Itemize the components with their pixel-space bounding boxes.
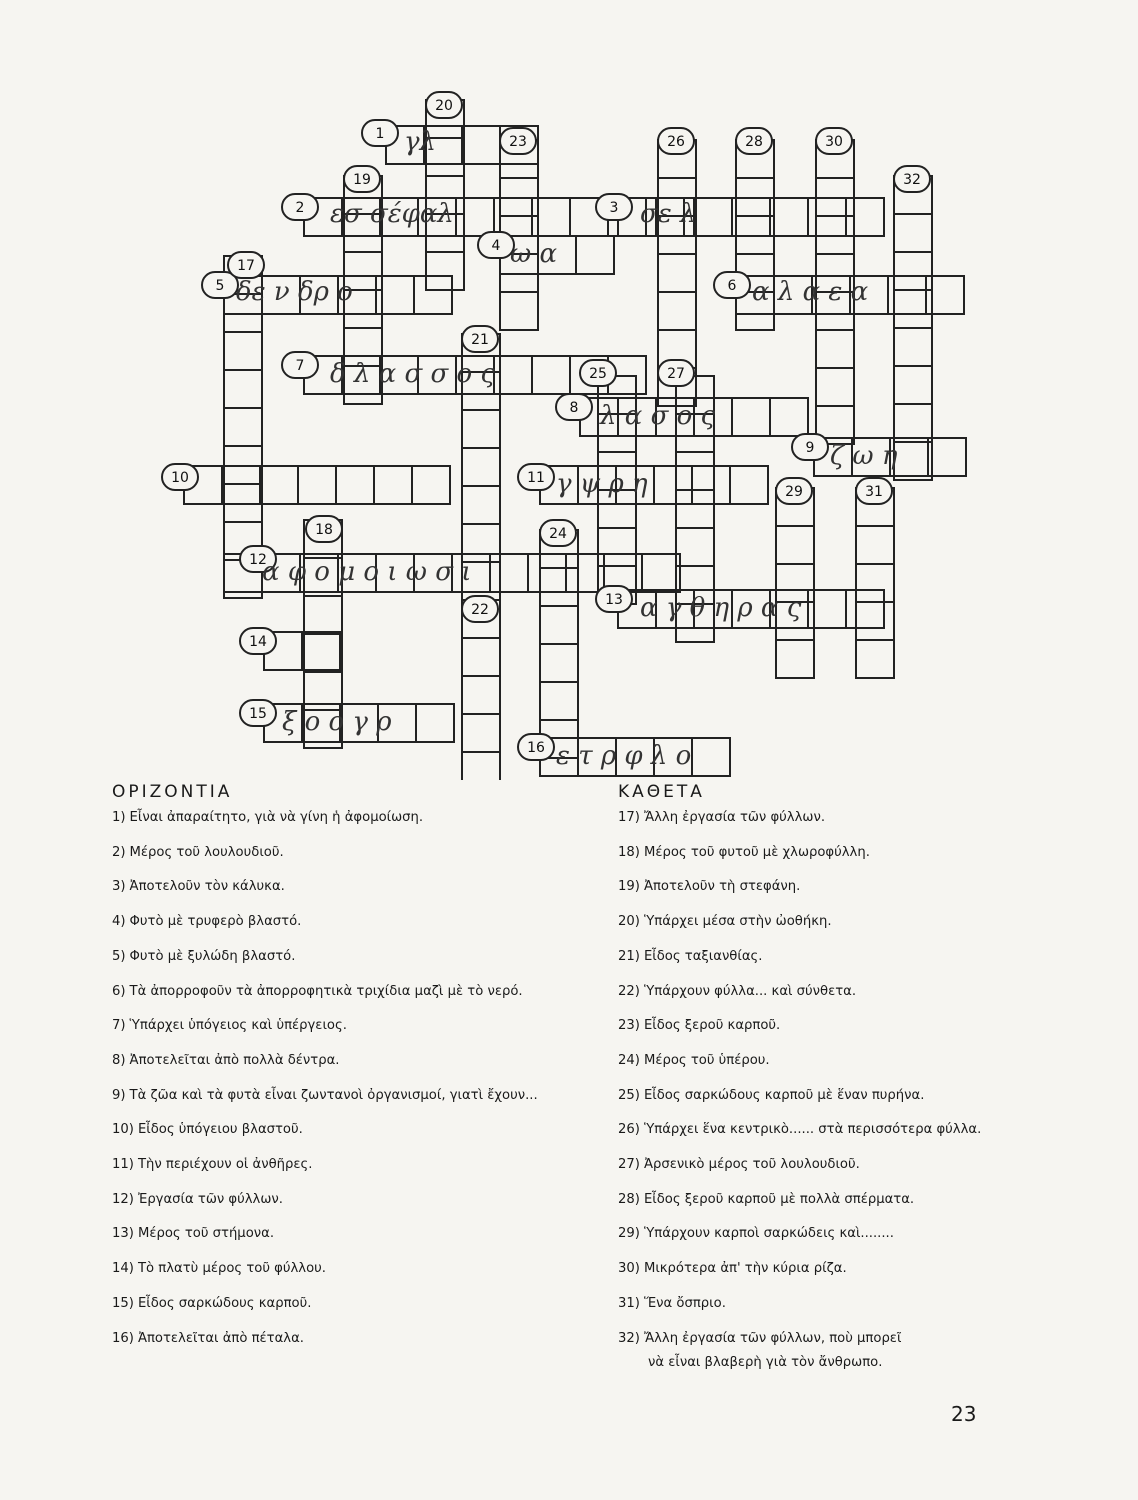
grid-cell — [676, 452, 714, 490]
clue-number: 19) — [618, 879, 640, 895]
handwritten-answer-3: σε λ — [640, 199, 697, 229]
vertical-clue-18 — [618, 845, 870, 860]
handwritten-answer-7: δ λ α σ σ ο ς — [330, 359, 495, 389]
grid-cell — [426, 252, 464, 290]
vertical-clue-23 — [618, 1018, 780, 1033]
grid-cell — [894, 328, 932, 366]
grid-cell — [816, 368, 854, 406]
grid-number-5: 5 — [215, 278, 225, 294]
grid-cell — [416, 704, 454, 742]
horizontal-clue-16 — [112, 1331, 304, 1346]
clue-number: 5) — [112, 948, 126, 964]
grid-number-3: 3 — [609, 200, 619, 216]
grid-cell — [730, 466, 768, 504]
grid-cell — [462, 676, 500, 714]
clue-text: Εἶδος ταξιανθίας. — [643, 948, 763, 964]
grid-number-8: 8 — [569, 400, 579, 416]
grid-cell — [374, 466, 412, 504]
grid-number-25: 25 — [589, 366, 607, 382]
grid-number-15: 15 — [249, 706, 267, 722]
grid-cell — [336, 466, 374, 504]
horizontal-clue-6 — [112, 984, 523, 999]
clue-number: 15) — [112, 1295, 134, 1311]
grid-cell — [776, 640, 814, 678]
grid-cell — [676, 528, 714, 566]
grid-cell — [732, 398, 770, 436]
clue-text: Εἶδος σαρκώδους καρποῦ. — [137, 1295, 312, 1311]
grid-cell — [462, 752, 500, 780]
vertical-clue-24 — [618, 1053, 770, 1068]
horizontal-clue-10 — [112, 1122, 303, 1137]
vertical-clue-27 — [618, 1157, 860, 1172]
clue-text: Μέρος τοῦ στήμονα. — [137, 1226, 275, 1242]
grid-number-19: 19 — [353, 172, 371, 188]
grid-number-2: 2 — [295, 200, 305, 216]
vertical-clue-32-continuation: νὰ εἶναι βλαβερὴ γιὰ τὸν ἄνθρωπο. — [648, 1355, 883, 1370]
grid-cell — [576, 236, 614, 274]
grid-cell — [302, 632, 340, 670]
horizontal-clue-5 — [112, 949, 295, 964]
grid-number-14: 14 — [249, 634, 267, 650]
grid-cell — [532, 356, 570, 394]
grid-number-6: 6 — [727, 278, 737, 294]
clue-number: 24) — [618, 1052, 640, 1068]
handwritten-answer-13: α γ θ η ρ α ς — [640, 593, 802, 623]
vertical-clue-19 — [618, 879, 800, 894]
clue-text: Ἄλλη ἐργασία τῶν φύλλων. — [643, 810, 826, 825]
grid-cell — [462, 676, 500, 714]
horizontal-clue-1 — [112, 810, 423, 825]
grid-cell — [500, 292, 538, 330]
clue-number: 29) — [618, 1226, 640, 1242]
horizontal-clue-13 — [112, 1226, 274, 1241]
handwritten-answer-2: εσ σέφαλ — [330, 199, 454, 229]
grid-cell — [658, 254, 696, 292]
clue-text: Ὑπάρχουν καρποὶ σαρκώδεις καὶ........ — [643, 1226, 894, 1242]
grid-cell — [856, 602, 894, 640]
clue-text: Εἶδος ξεροῦ καρποῦ μὲ πολλὰ σπέρματα. — [643, 1191, 915, 1207]
vertical-clue-17 — [618, 810, 825, 825]
clue-number: 9) — [112, 1087, 126, 1103]
grid-cell — [654, 466, 692, 504]
horizontal-clue-3 — [112, 879, 285, 894]
grid-cell — [224, 332, 262, 370]
clue-text: Ἀποτελοῦν τὸν κάλυκα. — [129, 879, 285, 895]
clue-number: 1) — [112, 810, 126, 825]
clue-text: Εἶναι ἀπαραίτητο, γιὰ νὰ γίνη ἡ ἀφομοίωση. — [129, 810, 424, 825]
grid-number-30: 30 — [825, 134, 843, 150]
clue-text: Ὑπάρχει μέσα στὴν ὠοθήκη. — [643, 914, 832, 930]
clue-text: Ἀρσενικὸ μέρος τοῦ λουλουδιοῦ. — [643, 1157, 860, 1172]
grid-cell — [894, 404, 932, 442]
clue-number: 6) — [112, 983, 126, 999]
clue-text: Εἶδος ὑπόγειου βλαστοῦ. — [137, 1122, 303, 1138]
vertical-clue-32 — [618, 1331, 901, 1346]
clue-number: 8) — [112, 1052, 126, 1068]
clue-text: Ὑπάρχει ὑπόγειος καὶ ὑπέργειος. — [129, 1018, 347, 1034]
grid-cell — [676, 490, 714, 528]
grid-cell — [540, 568, 578, 606]
handwritten-answer-5: δε ν δρ ο — [236, 277, 353, 307]
clue-text: Φυτὸ μὲ τρυφερὸ βλαστό. — [129, 914, 302, 930]
grid-cell — [692, 738, 730, 776]
grid-number-16: 16 — [527, 740, 545, 756]
grid-cell — [462, 410, 500, 448]
clue-number: 22) — [618, 983, 640, 999]
handwritten-answer-9: ζ ω η — [830, 441, 898, 471]
grid-cell — [462, 714, 500, 752]
vertical-clue-30 — [618, 1261, 847, 1276]
clue-text: Μέρος τοῦ λουλουδιοῦ. — [129, 844, 284, 860]
grid-cell — [304, 634, 342, 672]
grid-number-4: 4 — [491, 238, 501, 254]
grid-cell — [462, 448, 500, 486]
clue-number: 17) — [618, 810, 640, 825]
horizontal-clue-9 — [112, 1088, 538, 1103]
grid-cell — [224, 408, 262, 446]
vertical-clue-26 — [618, 1122, 981, 1137]
grid-cell — [894, 366, 932, 404]
grid-cell — [642, 554, 680, 592]
grid-number-27: 27 — [667, 366, 685, 382]
handwritten-answer-8: λ α σ ο ς — [600, 401, 716, 431]
vertical-clue-22 — [618, 984, 856, 999]
grid-cell — [894, 214, 932, 252]
clue-number: 20) — [618, 914, 640, 930]
clue-number: 2) — [112, 844, 126, 860]
grid-cell — [776, 526, 814, 564]
grid-cell — [894, 442, 932, 480]
clue-number: 32) — [618, 1330, 640, 1346]
grid-cell — [462, 638, 500, 676]
grid-cell — [462, 486, 500, 524]
clue-number: 21) — [618, 948, 640, 964]
clue-number: 12) — [112, 1191, 134, 1207]
clue-text: Τὰ ἀπορροφοῦν τὰ ἀπορροφητικὰ τριχίδια μαζὶ μὲ τὸ νερό. — [129, 983, 523, 999]
grid-cell — [694, 198, 732, 236]
handwritten-answer-1: γλ — [404, 127, 437, 157]
clue-text: Ἀποτελεῖται ἀπὸ πέταλα. — [137, 1330, 304, 1346]
grid-cell — [856, 526, 894, 564]
clue-text: Ἀποτελοῦν τὴ στεφάνη. — [643, 879, 801, 895]
grid-cell — [928, 438, 966, 476]
clue-number: 23) — [618, 1018, 640, 1034]
grid-number-32: 32 — [903, 172, 921, 188]
handwritten-answer-16: ε τ ρ φ λ ο — [556, 741, 692, 771]
clue-text: Ὑπάρχουν φύλλα... καὶ σύνθετα. — [643, 983, 857, 999]
clue-text: Τὰ ζῶα καὶ τὰ φυτὰ εἶναι ζωντανοὶ ὀργανισμοί, γιατὶ ἔχουν... — [129, 1087, 538, 1103]
clue-text: Ἀποτελεῖται ἀπὸ πολλὰ δέντρα. — [129, 1052, 340, 1068]
clue-text: Ἄλλη ἐργασία τῶν φύλλων, ποὺ μπορεῖ — [643, 1330, 902, 1346]
grid-cell — [412, 466, 450, 504]
page-number: 23 — [951, 1402, 977, 1426]
grid-cell — [298, 466, 336, 504]
grid-number-23: 23 — [509, 134, 527, 150]
grid-cell — [540, 682, 578, 720]
vertical-heading: ΚΑΘΕΤΑ — [618, 782, 705, 802]
clue-number: 18) — [618, 844, 640, 860]
clue-text: Μέρος τοῦ ὑπέρου. — [643, 1052, 770, 1068]
grid-cell — [856, 640, 894, 678]
horizontal-clue-12 — [112, 1192, 283, 1207]
clue-number: 27) — [618, 1157, 640, 1172]
grid-cell — [456, 198, 494, 236]
horizontal-clue-14 — [112, 1261, 326, 1276]
handwritten-answer-15: ξ ο ο γ ρ — [282, 707, 392, 737]
grid-number-31: 31 — [865, 484, 883, 500]
clue-number: 26) — [618, 1122, 640, 1138]
grid-number-26: 26 — [667, 134, 685, 150]
grid-number-22: 22 — [471, 602, 489, 618]
horizontal-clue-15 — [112, 1296, 311, 1311]
grid-cell — [658, 292, 696, 330]
grid-number-9: 9 — [805, 440, 815, 456]
grid-cell — [856, 564, 894, 602]
clue-text: Μικρότερα ἀπ' τὴν κύρια ρίζα. — [643, 1261, 847, 1277]
grid-cell — [816, 330, 854, 368]
grid-cell — [462, 638, 500, 676]
clue-number: 14) — [112, 1261, 134, 1277]
grid-number-7: 7 — [295, 358, 305, 374]
clue-text: Ὑπάρχει ἕνα κεντρικὸ...... στὰ περισσότερα φύλλα. — [643, 1122, 982, 1138]
grid-number-17: 17 — [237, 258, 255, 274]
horizontal-clue-2 — [112, 845, 284, 860]
grid-number-1: 1 — [375, 126, 385, 142]
grid-number-12: 12 — [249, 552, 267, 568]
grid-cell — [846, 590, 884, 628]
clue-text: Ἐργασία τῶν φύλλων. — [137, 1191, 283, 1207]
grid-number-29: 29 — [785, 484, 803, 500]
clue-text: Τὸ πλατὺ μέρος τοῦ φύλλου. — [137, 1261, 327, 1277]
clue-number: 11) — [112, 1157, 134, 1172]
grid-cell — [224, 370, 262, 408]
clue-number: 3) — [112, 879, 126, 895]
vertical-clue-29 — [618, 1226, 894, 1241]
horizontal-clue-8 — [112, 1053, 339, 1068]
handwritten-answer-12: α φ ο μ ο ι ω σ ι — [262, 557, 472, 587]
grid-number-28: 28 — [745, 134, 763, 150]
horizontal-clue-4 — [112, 914, 301, 929]
clue-number: 30) — [618, 1261, 640, 1277]
clue-text: Τὴν περιέχουν οἱ ἀνθῆρες. — [137, 1157, 313, 1172]
grid-cell — [540, 606, 578, 644]
grid-cell — [692, 466, 730, 504]
clue-text: Μέρος τοῦ φυτοῦ μὲ χλωροφύλλη. — [643, 844, 870, 860]
grid-cell — [260, 466, 298, 504]
clue-number: 31) — [618, 1295, 640, 1311]
vertical-clue-25 — [618, 1088, 924, 1103]
handwritten-answer-11: γ ψ ρ η — [556, 469, 648, 499]
horizontal-clue-7 — [112, 1018, 347, 1033]
vertical-clue-20 — [618, 914, 832, 929]
vertical-clue-31 — [618, 1296, 726, 1311]
grid-number-18: 18 — [315, 522, 333, 538]
grid-cell — [304, 596, 342, 634]
clue-text: Ἕνα ὄσπριο. — [643, 1295, 726, 1311]
clue-number: 28) — [618, 1191, 640, 1207]
grid-cell — [540, 644, 578, 682]
handwritten-answer-4: ω α — [510, 239, 558, 269]
horizontal-heading: ΟΡΙΖΟΝΤΙΑ — [112, 782, 233, 802]
horizontal-clue-11 — [112, 1157, 312, 1172]
clue-number: 10) — [112, 1122, 134, 1138]
vertical-clue-21 — [618, 949, 762, 964]
grid-cell — [528, 554, 566, 592]
grid-cell — [490, 554, 528, 592]
grid-cell — [462, 714, 500, 752]
clue-text: Εἶδος ξεροῦ καρποῦ. — [643, 1018, 781, 1034]
clue-number: 7) — [112, 1018, 126, 1034]
clue-number: 25) — [618, 1087, 640, 1103]
grid-cell — [770, 198, 808, 236]
grid-number-13: 13 — [605, 592, 623, 608]
clue-text: Φυτὸ μὲ ξυλώδη βλαστό. — [129, 948, 296, 964]
clue-number: 4) — [112, 914, 126, 930]
handwritten-answer-6: α λ α ε α — [752, 277, 869, 307]
vertical-clue-28 — [618, 1192, 914, 1207]
grid-number-21: 21 — [471, 332, 489, 348]
grid-number-24: 24 — [549, 526, 567, 542]
grid-cell — [462, 126, 500, 164]
grid-number-11: 11 — [527, 470, 545, 486]
grid-cell — [770, 398, 808, 436]
grid-number-20: 20 — [435, 98, 453, 114]
grid-number-10: 10 — [171, 470, 189, 486]
clue-text: Εἶδος σαρκώδους καρποῦ μὲ ἕναν πυρήνα. — [643, 1087, 925, 1103]
clue-number: 16) — [112, 1330, 134, 1346]
clue-number: 13) — [112, 1226, 134, 1242]
grid-cell — [414, 276, 452, 314]
